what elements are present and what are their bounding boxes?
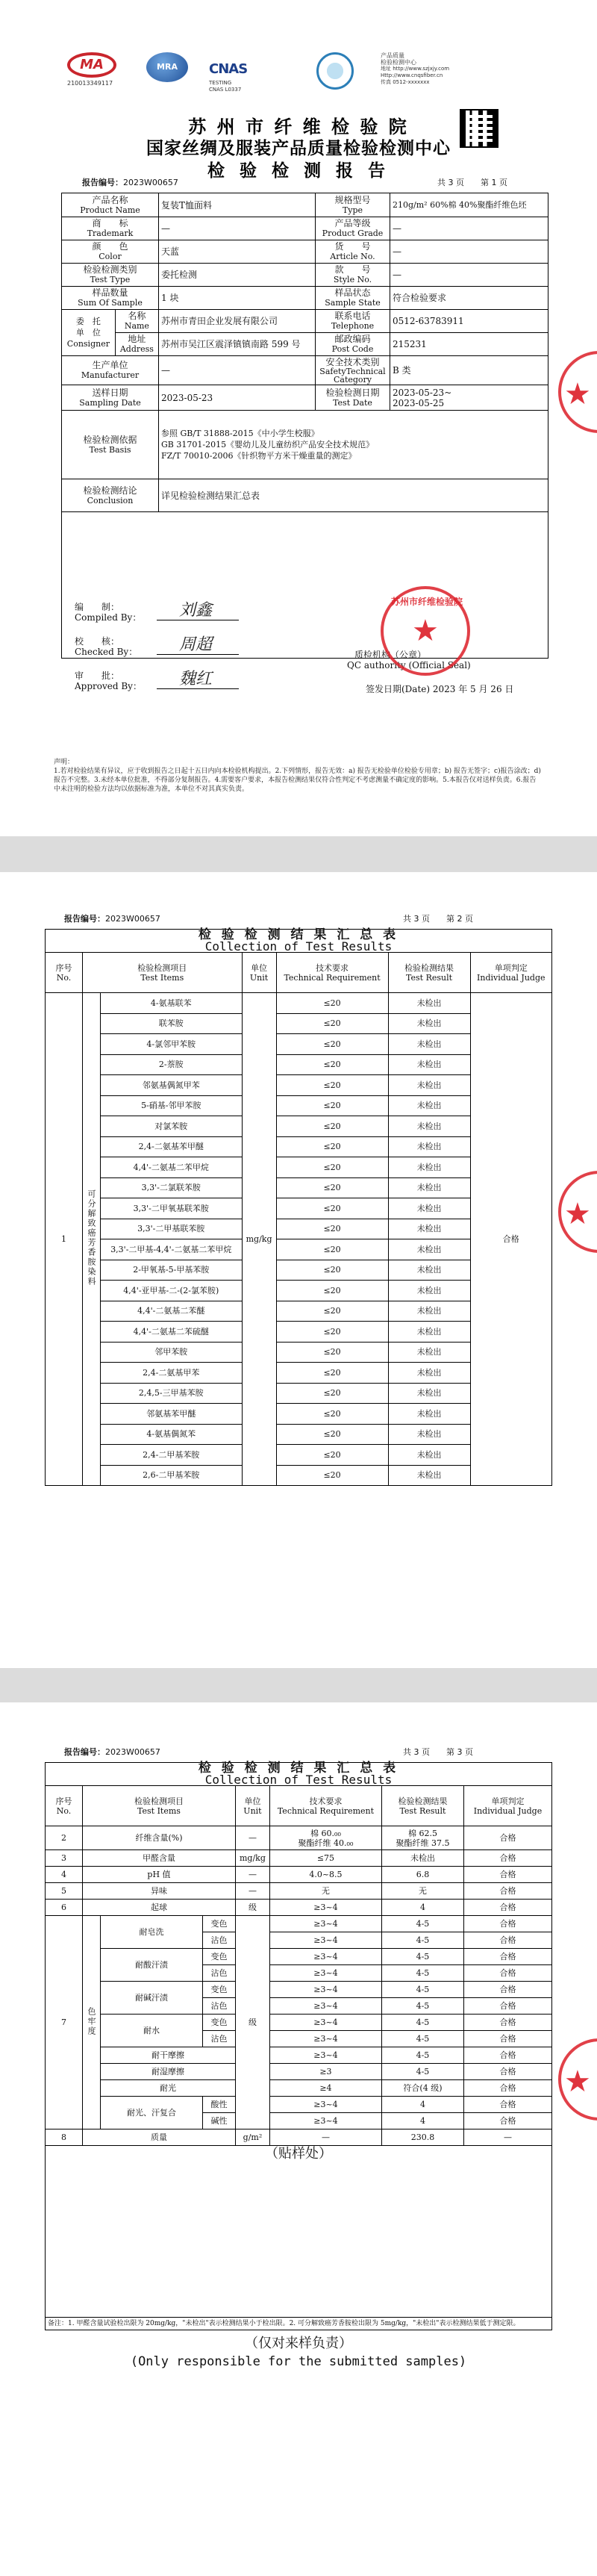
requirement-value: ≤20	[276, 993, 388, 1014]
judge-value: 合格	[463, 1998, 551, 2015]
test-item-name: 3,3'-二甲氧基联苯胺	[101, 1198, 243, 1219]
judge-value: 合格	[463, 1883, 551, 1900]
cma-mark-icon: MA	[67, 52, 116, 78]
unit-value: mg/kg	[235, 1850, 269, 1867]
compiled-by-label: 编 制： Compiled By：	[75, 602, 142, 623]
header-logos	[60, 52, 537, 105]
requirement-value: ≤20	[276, 1095, 388, 1116]
result-value: 未检出	[381, 1850, 463, 1867]
test-subitem-name: 沾色	[202, 1932, 235, 1949]
result-value: 未检出	[388, 1054, 470, 1075]
result-value: 符合(4 级)	[381, 2080, 463, 2097]
group-label	[83, 1916, 101, 2129]
row-number: 5	[46, 1883, 83, 1900]
test-item-name: 耐干摩擦	[101, 2047, 236, 2064]
result-value: 未检出	[388, 1013, 470, 1034]
ilac-mra-logo	[146, 52, 199, 82]
paste-sample-row	[46, 2146, 552, 2318]
judge-value: 合格	[463, 1949, 551, 1965]
institute-title: 苏 州 市 纤 维 检 验 院	[188, 116, 409, 137]
result-value: 未检出	[388, 1465, 470, 1486]
result-value: 未检出	[388, 1383, 470, 1404]
result-value: 未检出	[388, 1342, 470, 1363]
row-number: 4	[46, 1867, 83, 1883]
requirement-value: ≤20	[276, 1301, 388, 1322]
judge-value: 合格	[463, 1965, 551, 1982]
page-number: 共 3 页 第 2 页	[403, 914, 473, 924]
checked-by-label: 校 核： Checked By：	[75, 636, 138, 657]
test-item-name: 2,6-二甲基苯胺	[101, 1465, 243, 1486]
unit-value: 级	[235, 1916, 269, 2129]
test-item-name: 4-氨基偶氮苯	[101, 1424, 243, 1445]
test-item-name: 耐光、汗复合	[101, 2097, 203, 2129]
result-value: 未检出	[388, 1260, 470, 1281]
test-item-name: 3,3'-二甲基-4,4'-二氨基二苯甲烷	[101, 1239, 243, 1260]
qc-authority-label: 质检机构（公章） QC authority (Official Seal)	[347, 650, 471, 671]
requirement-value: ≥3	[269, 2064, 381, 2080]
table-row	[46, 1916, 552, 1932]
row-number: 2	[46, 1826, 83, 1850]
judge-value: 合格	[463, 2015, 551, 2031]
result-value: 棉 62.5 聚酯纤维 37.5	[381, 1826, 463, 1850]
test-item-name: 5-硝基-邻甲苯胺	[101, 1095, 243, 1116]
table-row	[46, 2097, 552, 2113]
result-value: 无	[381, 1883, 463, 1900]
results-title: 检 验 检 测 结 果 汇 总 表	[46, 1763, 552, 1775]
style-label: 款 号 Style No.	[316, 264, 390, 287]
seal-star-icon: ★	[412, 614, 439, 648]
test-date-label: 检验检测日期 Test Date	[316, 385, 390, 411]
result-value: 未检出	[388, 1075, 470, 1096]
result-value: 4	[381, 2097, 463, 2113]
unit-value: mg/kg	[242, 993, 276, 1486]
safety-category-value: B 类	[390, 356, 548, 385]
table-row	[46, 2064, 552, 2080]
test-item-name: 2,4-二氨基苯甲醚	[101, 1136, 243, 1157]
edge-seal-stamp	[558, 351, 597, 433]
result-value: 未检出	[388, 1219, 470, 1239]
table-row	[46, 1900, 552, 1916]
test-subitem-name: 变色	[202, 1949, 235, 1965]
requirement-value: ≤20	[276, 1260, 388, 1281]
result-value: 4-5	[381, 1998, 463, 2015]
result-value: 未检出	[388, 1363, 470, 1384]
statement: 声明： 1.若对检验结果有异议，应于收到报告之日起十五日内向本检验机构提出。2.下列情形，报告无效：a) 报告无检验单位检验专用章；b) 报告无签字；c)报告涂改；d)报告不完整。3.未经本单位批准，不得部分复制报告。4.需要客户要求，本报告检测结果仅符合性判定不考虑测量不确定度的影响。5.本报告仅对送样负责。6.报告中未注明的检验方法均以依据标准为准，本单位不对其真实负责。	[54, 759, 541, 793]
test-item-name: 纤维含量(%)	[83, 1826, 236, 1850]
approved-by-line	[157, 688, 239, 689]
article-label: 货 号 Article No.	[316, 240, 390, 264]
sample-state-value: 符合检验要求	[390, 287, 548, 310]
manufacturer-value: —	[159, 356, 316, 385]
report-page-1	[0, 0, 597, 836]
seal-star-icon: ★	[564, 1197, 591, 1231]
test-item-name: 2,4-二氨基甲苯	[101, 1363, 243, 1384]
approved-by-signature: 魏红	[179, 670, 213, 688]
requirement-value: ≤20	[276, 1219, 388, 1239]
product-name-label: 产品名称 Product Name	[62, 193, 159, 217]
test-item-name: 耐碱汗渍	[101, 1982, 203, 2015]
test-subitem-name: 沾色	[202, 2031, 235, 2047]
institute-contact: 产品质量 检验检测中心 地址 http://www.szjxjy.com Http://www.cnqsfiber.cn 传真 0512-xxxxxxx	[381, 52, 450, 85]
result-value: 未检出	[388, 1445, 470, 1466]
result-value: 4	[381, 1900, 463, 1916]
consigner-name-label: 名称 Name	[115, 310, 158, 333]
result-value: 4-5	[381, 2064, 463, 2080]
judge-value: —	[463, 2129, 551, 2146]
test-subitem-name: 碱性	[202, 2113, 235, 2129]
checked-by-line	[157, 654, 239, 655]
col-unit: 单位 Unit	[242, 953, 276, 993]
col-no: 序号 No.	[46, 1786, 83, 1826]
requirement-value: ≤20	[276, 1136, 388, 1157]
test-item-name: 4-氨基联苯	[101, 993, 243, 1014]
result-value: 未检出	[388, 1322, 470, 1343]
requirement-value: ≥4	[269, 2080, 381, 2097]
approved-by-label: 审 批： Approved By：	[75, 671, 142, 691]
test-item-name: 联苯胺	[101, 1013, 243, 1034]
result-value: 6.8	[381, 1867, 463, 1883]
cma-logo	[67, 52, 127, 87]
test-item-name: 4,4'-亚甲基-二-(2-氯苯胺)	[101, 1281, 243, 1301]
requirement-value: —	[269, 2129, 381, 2146]
requirement-value: ≥3~4	[269, 2015, 381, 2031]
requirement-value: ≤20	[276, 1465, 388, 1486]
test-item-name: 耐湿摩擦	[101, 2064, 236, 2080]
row-number: 3	[46, 1850, 83, 1867]
table-row	[46, 2015, 552, 2031]
product-name-value: 复装T恤面料	[159, 193, 316, 217]
official-seal-stamp: ★ 苏州市纤维检验院	[381, 586, 470, 676]
requirement-value: ≥3~4	[269, 1965, 381, 1982]
style-value: —	[390, 264, 548, 287]
col-result: 检验检测结果 Test Result	[381, 1786, 463, 1826]
requirement-value: ≤20	[276, 1013, 388, 1034]
requirement-value: ≥3~4	[269, 1900, 381, 1916]
cnas-mark-icon: CNAS	[209, 61, 248, 77]
issue-date: 签发日期(Date) 2023 年 5 月 26 日	[366, 684, 514, 694]
table-row	[46, 2080, 552, 2097]
judge-value: 合格	[463, 2113, 551, 2129]
cover-info-table	[61, 193, 548, 659]
report-number: 报告编号：2023W00657	[82, 178, 178, 187]
requirement-value: ≤20	[276, 1239, 388, 1260]
trademark-value: —	[159, 217, 316, 240]
checked-by-signature: 周超	[179, 635, 213, 654]
requirement-value: ≤20	[276, 1034, 388, 1055]
requirement-value: ≤20	[276, 1157, 388, 1178]
result-value: 4-5	[381, 2047, 463, 2064]
requirement-value: ≤75	[269, 1850, 381, 1867]
result-value: 未检出	[388, 1239, 470, 1260]
post-code-value: 215231	[390, 333, 548, 356]
group-label-text: 可分解致癌芳香胺染料	[87, 1189, 96, 1287]
table-row	[46, 1826, 552, 1850]
requirement-value: 棉 60.₀₀ 聚酯纤维 40.₀₀	[269, 1826, 381, 1850]
result-value: 未检出	[388, 1424, 470, 1445]
unit-value: —	[235, 1883, 269, 1900]
col-item: 检验检测项目 Test Items	[83, 1786, 236, 1826]
test-item-name: 2,4,5-三甲基苯胺	[101, 1383, 243, 1404]
test-subitem-name: 变色	[202, 1982, 235, 1998]
table-row	[46, 2129, 552, 2146]
table-row	[46, 1949, 552, 1965]
report-page-2	[0, 872, 597, 1668]
edge-seal-stamp	[558, 1171, 597, 1253]
judge-value: 合格	[463, 1900, 551, 1916]
table-row	[46, 1867, 552, 1883]
test-item-name: 起球	[83, 1900, 236, 1916]
responsibility-note: （仅对来样负责） (Only responsible for the submitted samples)	[130, 2336, 467, 2369]
judge-value: 合格	[463, 2031, 551, 2047]
sample-sum-label: 样品数量 Sum Of Sample	[62, 287, 159, 310]
test-item-name: 耐皂洗	[101, 1916, 203, 1949]
test-basis-value: 参照 GB/T 31888-2015《中小学生校服》 GB 31701-2015《婴幼儿及儿童纺织产品安全技术规范》 FZ/T 70010-2006《针织物平方米干燥重量的测定》	[159, 411, 548, 479]
requirement-value: ≤20	[276, 1342, 388, 1363]
page-number: 共 3 页 第 3 页	[403, 1747, 473, 1757]
test-subitem-name: 酸性	[202, 2097, 235, 2113]
requirement-value: ≤20	[276, 1445, 388, 1466]
col-unit: 单位 Unit	[235, 1786, 269, 1826]
test-item-name: 4,4'-二氨基二苯甲烷	[101, 1157, 243, 1178]
trademark-label: 商 标 Trademark	[62, 217, 159, 240]
result-value: 未检出	[388, 1095, 470, 1116]
test-item-name: 异味	[83, 1883, 236, 1900]
requirement-value: ≥3~4	[269, 1916, 381, 1932]
requirement-value: ≥3~4	[269, 2031, 381, 2047]
result-value: 未检出	[388, 1198, 470, 1219]
cnas-number: TESTING CNAS L0337	[209, 80, 242, 93]
table-row	[46, 1883, 552, 1900]
result-value: 未检出	[388, 1177, 470, 1198]
col-judge: 单项判定 Individual Judge	[463, 1786, 551, 1826]
judge-value: 合格	[463, 1826, 551, 1850]
result-value: 4-5	[381, 1965, 463, 1982]
judge-value: 合格	[463, 1916, 551, 1932]
requirement-value: ≥3~4	[269, 1982, 381, 1998]
col-no: 序号 No.	[46, 953, 83, 993]
grade-value: —	[390, 217, 548, 240]
report-number: 报告编号：2023W00657	[64, 1747, 160, 1757]
requirement-value: ≥3~4	[269, 1998, 381, 2015]
sampling-date-value: 2023-05-23	[159, 385, 316, 411]
compiled-by-signature: 刘鑫	[179, 601, 213, 620]
test-item-name: 2,4-二甲基苯胺	[101, 1445, 243, 1466]
test-item-name: 邻氨基苯甲醚	[101, 1404, 243, 1425]
article-value: —	[390, 240, 548, 264]
requirement-value: ≥3~4	[269, 1949, 381, 1965]
sample-state-label: 样品状态 Sample State	[316, 287, 390, 310]
requirement-value: ≤20	[276, 1198, 388, 1219]
requirement-value: 4.0~8.5	[269, 1867, 381, 1883]
test-item-name: 对氯苯胺	[101, 1116, 243, 1137]
result-value: 4-5	[381, 2015, 463, 2031]
results-title-en: Collection of Test Results	[46, 941, 552, 953]
unit-value: 级	[235, 1900, 269, 1916]
judge-value: 合格	[463, 1932, 551, 1949]
judge-value: 合格	[470, 993, 551, 1486]
telephone-label: 联系电话 Telephone	[316, 310, 390, 333]
row-number: 1	[46, 993, 83, 1486]
consigner-label: 委 托 单 位 Consigner	[62, 310, 116, 356]
test-item-name: 耐光	[101, 2080, 236, 2097]
test-item-name: 耐酸汗渍	[101, 1949, 203, 1982]
test-item-name: 4,4'-二氨基二苯醚	[101, 1301, 243, 1322]
requirement-value: 无	[269, 1883, 381, 1900]
consigner-address-value: 苏州市吴江区震泽镇镇南路 599 号	[159, 333, 316, 356]
report-page-3	[0, 1702, 597, 2576]
unit-value: —	[235, 1867, 269, 1883]
requirement-value: ≤20	[276, 1281, 388, 1301]
row-number: 7	[46, 1916, 83, 2129]
test-item-name: 邻甲苯胺	[101, 1342, 243, 1363]
group-label	[83, 993, 101, 1486]
result-value: 未检出	[388, 1404, 470, 1425]
sample-sum-value: 1 块	[159, 287, 316, 310]
col-item: 检验检测项目 Test Items	[83, 953, 243, 993]
results-title-en: Collection of Test Results	[46, 1774, 552, 1786]
col-result: 检验检测结果 Test Result	[388, 953, 470, 993]
requirement-value: ≤20	[276, 1075, 388, 1096]
test-item-name: 2-甲氧基-5-甲基苯胺	[101, 1260, 243, 1281]
test-item-name: 质量	[83, 2129, 236, 2146]
test-basis-label: 检验检测依据 Test Basis	[62, 411, 159, 479]
table-row	[46, 993, 552, 1014]
cma-number: 210013349117	[67, 80, 113, 87]
col-judge: 单项判定 Individual Judge	[470, 953, 551, 993]
report-title: 检 验 检 测 报 告	[207, 161, 390, 181]
unit-value: g/m²	[235, 2129, 269, 2146]
result-value: 4-5	[381, 1916, 463, 1932]
requirement-value: ≤20	[276, 1322, 388, 1343]
requirement-value: ≤20	[276, 1116, 388, 1137]
institute-seal-logo	[313, 52, 366, 90]
results-title: 检 验 检 测 结 果 汇 总 表	[46, 930, 552, 942]
cnas-logo	[209, 52, 263, 93]
test-subitem-name: 沾色	[202, 1998, 235, 2015]
manufacturer-label: 生产单位 Manufacturer	[62, 356, 159, 385]
requirement-value: ≥3~4	[269, 2047, 381, 2064]
judge-value: 合格	[463, 2064, 551, 2080]
test-item-name: 4-氯邻甲苯胺	[101, 1034, 243, 1055]
report-number: 报告编号：2023W00657	[64, 914, 160, 924]
requirement-value: ≥3~4	[269, 1932, 381, 1949]
requirement-value: ≤20	[276, 1383, 388, 1404]
result-value: 未检出	[388, 1136, 470, 1157]
page-number: 共 3 页 第 1 页	[437, 178, 507, 187]
edge-seal-stamp	[558, 2038, 597, 2121]
result-value: 未检出	[388, 1157, 470, 1178]
table-row	[46, 1982, 552, 1998]
seal-icon	[316, 52, 354, 90]
result-value: 未检出	[388, 1034, 470, 1055]
requirement-value: ≤20	[276, 1177, 388, 1198]
requirement-value: ≤20	[276, 1363, 388, 1384]
test-item-name: 3,3'-二氯联苯胺	[101, 1177, 243, 1198]
requirement-value: ≥3~4	[269, 2097, 381, 2113]
telephone-value: 0512-63783911	[390, 310, 548, 333]
result-value: 4-5	[381, 1982, 463, 1998]
test-type-label: 检验检测类别 Test Type	[62, 264, 159, 287]
judge-value: 合格	[463, 1850, 551, 1867]
consigner-name-value: 苏州市青田企业发展有限公司	[159, 310, 316, 333]
consigner-address-label: 地址 Address	[115, 333, 158, 356]
test-item-name: 2-萘胺	[101, 1054, 243, 1075]
row-number: 8	[46, 2129, 83, 2146]
result-value: 230.8	[381, 2129, 463, 2146]
requirement-value: ≤20	[276, 1424, 388, 1445]
result-value: 未检出	[388, 1281, 470, 1301]
test-item-name: 耐水	[101, 2015, 203, 2047]
conclusion-value: 详见检验检测结果汇总表	[159, 479, 548, 512]
result-value: 未检出	[388, 1301, 470, 1322]
col-requirement: 技术要求 Technical Requirement	[276, 953, 388, 993]
ilac-globe-icon: MRA	[146, 52, 188, 82]
test-item-name: 甲醛含量	[83, 1850, 236, 1867]
test-subitem-name: 变色	[202, 1916, 235, 1932]
judge-value: 合格	[463, 2047, 551, 2064]
color-value: 天蓝	[159, 240, 316, 264]
test-subitem-name: 变色	[202, 2015, 235, 2031]
test-item-name: 4,4'-二氨基二苯硫醚	[101, 1322, 243, 1343]
judge-value: 合格	[463, 2080, 551, 2097]
result-value: 4-5	[381, 1949, 463, 1965]
post-code-label: 邮政编码 Post Code	[316, 333, 390, 356]
table-row	[46, 2047, 552, 2064]
test-type-value: 委托检测	[159, 264, 316, 287]
color-label: 颜 色 Color	[62, 240, 159, 264]
center-title: 国家丝绸及服装产品质量检验检测中心	[146, 138, 451, 158]
test-date-value: 2023-05-23~ 2023-05-25	[390, 385, 548, 411]
col-requirement: 技术要求 Technical Requirement	[269, 1786, 381, 1826]
conclusion-label: 检验检测结论 Conclusion	[62, 479, 159, 512]
test-item-name: pH 值	[83, 1867, 236, 1883]
row-number: 6	[46, 1900, 83, 1916]
results-table-page-3	[45, 1762, 552, 2318]
group-label-text: 色牢度	[87, 2006, 96, 2036]
results-table-page-2	[45, 929, 552, 1486]
table-row	[46, 1850, 552, 1867]
paste-sample-area: （贴样处）	[46, 2146, 552, 2318]
test-subitem-name: 沾色	[202, 1965, 235, 1982]
test-item-name: 邻氨基偶氮甲苯	[101, 1075, 243, 1096]
result-value: 未检出	[388, 993, 470, 1014]
seal-star-icon: ★	[564, 2065, 591, 2099]
result-value: 4-5	[381, 1932, 463, 1949]
result-value: 未检出	[388, 1116, 470, 1137]
requirement-value: ≥3~4	[269, 2113, 381, 2129]
sampling-date-label: 送样日期 Sampling Date	[62, 385, 159, 411]
judge-value: 合格	[463, 1867, 551, 1883]
requirement-value: ≤20	[276, 1054, 388, 1075]
judge-value: 合格	[463, 1982, 551, 1998]
requirement-value: ≤20	[276, 1404, 388, 1425]
spec-label: 规格型号 Type	[316, 193, 390, 217]
judge-value: 合格	[463, 2097, 551, 2113]
seal-star-icon: ★	[564, 377, 591, 411]
test-item-name: 3,3'-二甲基联苯胺	[101, 1219, 243, 1239]
safety-category-label: 安全技术类别 SafetyTechnical Category	[316, 356, 390, 385]
unit-value: —	[235, 1826, 269, 1850]
result-value: 4	[381, 2113, 463, 2129]
spec-value: 210g/m² 60%棉 40%聚酯纤维色坯	[390, 193, 548, 217]
grade-label: 产品等级 Product Grade	[316, 217, 390, 240]
result-value: 4-5	[381, 2031, 463, 2047]
remark: 备注：1. 甲醛含量试验检出限为 20mg/kg，"未检出"表示检测结果小于检出限。2. 可分解致癌芳香胺检出限为 5mg/kg，"未检出"表示检测结果低于测定限。	[45, 2318, 552, 2330]
